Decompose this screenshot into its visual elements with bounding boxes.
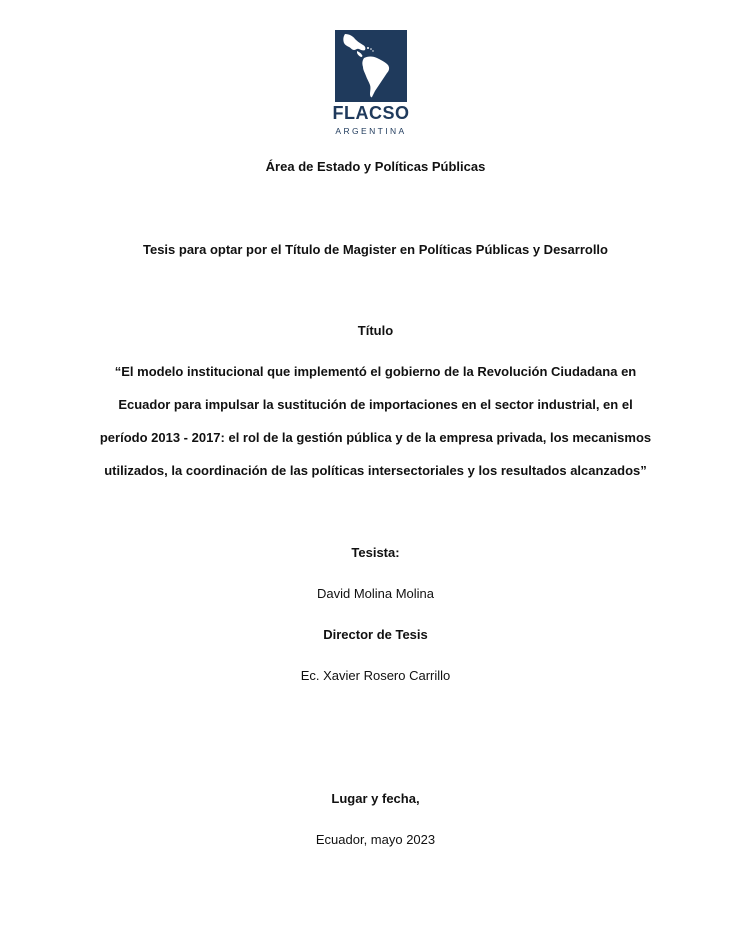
americas-map-icon [335, 30, 407, 102]
thesis-title-line: utilizados, la coordinación de las políticas intersectoriales y los resultados alcanzados” [104, 463, 647, 478]
title-heading: Título [357, 323, 394, 338]
director-heading: Director de Tesis [323, 627, 428, 642]
logo-wordmark: FLACSO [332, 103, 410, 123]
author-heading: Tesista: [351, 545, 400, 560]
thesis-title-line: “El modelo institucional que implementó el gobierno de la Revolución Ciudadana en [114, 364, 637, 379]
thesis-degree: Tesis para optar por el Título de Magister en Políticas Públicas y Desarrollo [142, 242, 608, 257]
logo-country: ARGENTINA [335, 126, 407, 136]
place-date-heading: Lugar y fecha, [331, 791, 420, 806]
director-name: Ec. Xavier Rosero Carrillo [300, 668, 451, 683]
author-name: David Molina Molina [316, 586, 435, 601]
thesis-title-line: período 2013 - 2017: el rol de la gestión pública y de la empresa privada, los mecanismos [99, 430, 652, 445]
flacso-logo [332, 30, 410, 136]
thesis-title-line: Ecuador para impulsar la sustitución de importaciones en el sector industrial, en el [118, 397, 633, 412]
area-heading: Área de Estado y Políticas Públicas [265, 159, 486, 174]
place-date-value: Ecuador, mayo 2023 [315, 832, 436, 847]
